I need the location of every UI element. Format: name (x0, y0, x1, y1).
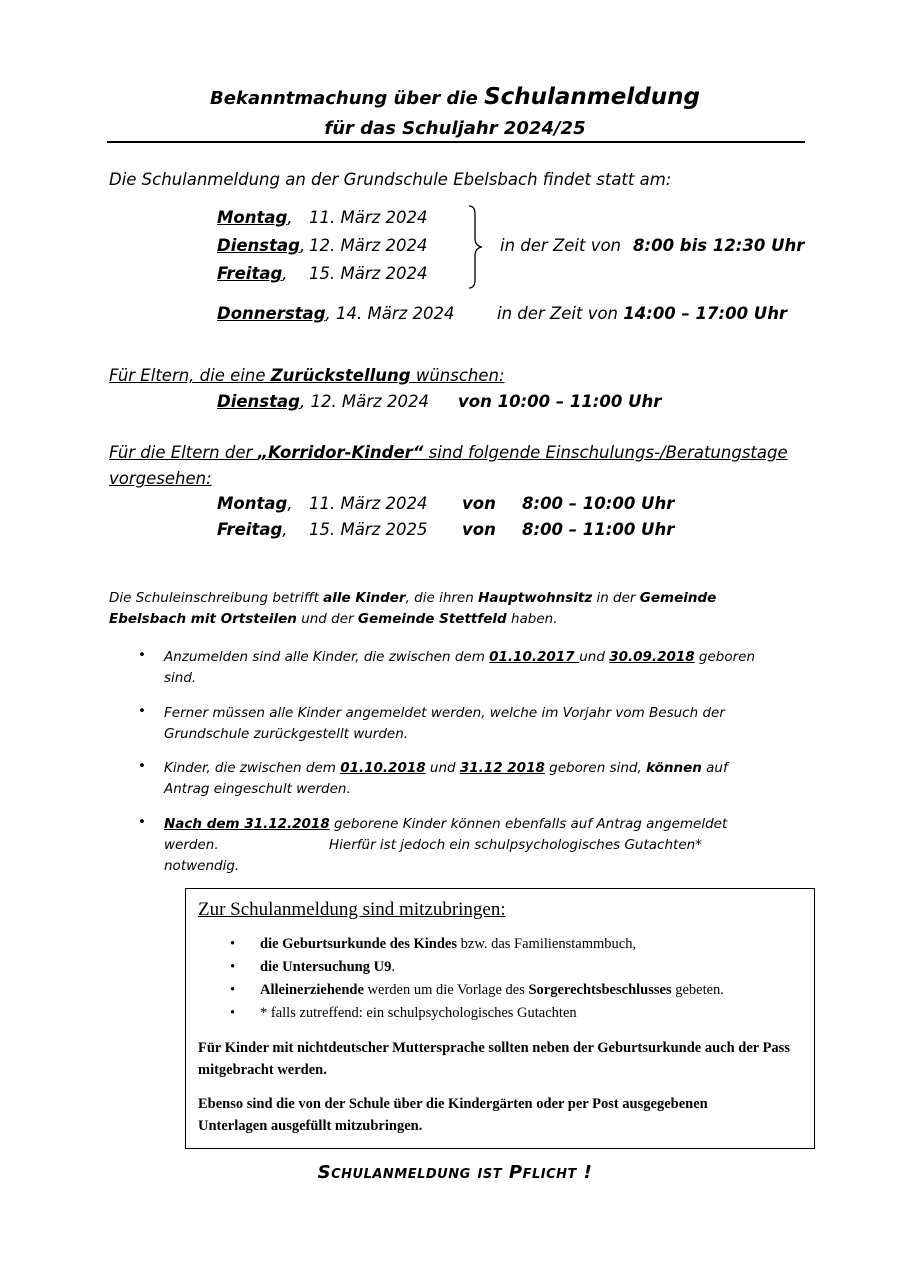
text: * falls zutreffend: ein schulpsychologisches Gutachten (260, 1005, 577, 1021)
deferral-date (217, 392, 429, 411)
text: Unterlagen ausgefüllt mitzubringen. (198, 1118, 423, 1134)
date-day: Montag (217, 494, 288, 513)
date-value: 11. März 2024 (309, 208, 428, 227)
date-value: , 14. März 2024 (325, 304, 455, 323)
corridor-row-2: Freitag, (217, 520, 288, 539)
date-day: Dienstag (217, 236, 300, 255)
deferral-time: von 10:00 – 11:00 Uhr (458, 392, 662, 411)
deferral-post: wünschen: (410, 366, 505, 385)
registration-line-2 (109, 609, 558, 630)
text: Die Schuleinschreibung betrifft (109, 590, 324, 606)
time-value: 8:00 – 10:00 Uhr (522, 494, 675, 513)
date-sep: , (299, 236, 306, 255)
deferral-heading (109, 366, 505, 385)
box-paragraph-1: Für Kinder mit nichtdeutscher Muttersprache sollten neben der Geburtsurkunde auch der Pass mitgebracht werden. (198, 1040, 790, 1078)
title-prefix: Bekanntmachung über die (210, 88, 485, 109)
text: und (425, 760, 460, 776)
requirements-list (230, 933, 724, 1025)
bullet-item-2 (164, 703, 804, 745)
corridor-post: sind folgende Einschulungs-/Beratungstage (423, 443, 788, 462)
time-prefix: in der Zeit von (497, 304, 624, 323)
deferral-pre: Für Eltern, die eine (109, 366, 271, 385)
text: Alleinerziehende (260, 982, 364, 998)
date-from: 01.10.2017 (489, 649, 580, 665)
text: Anzumelden sind alle Kinder, die zwischen dem (164, 649, 490, 665)
date-sep: , (282, 264, 288, 283)
corridor-pre: Für die Eltern der (109, 443, 258, 462)
title-rule (107, 141, 805, 143)
date-from: 01.10.2018 (340, 760, 426, 776)
footer-notice: Schulanmeldung ist Pflicht ! (317, 1162, 593, 1183)
date-day: Dienstag (217, 392, 300, 411)
box-title: Zur Schulanmeldung sind mitzubringen: (198, 899, 506, 920)
bullet-icon: • (138, 814, 146, 830)
date-to: 30.09.2018 (609, 649, 695, 665)
text: die Geburtsurkunde des Kindes (260, 936, 458, 952)
text: Kinder, die zwischen dem (164, 760, 341, 776)
registration-line-1 (109, 588, 716, 609)
text: Hierfür ist jedoch ein schulpsychologisches Gutachten* (329, 837, 702, 853)
list-item (230, 1002, 724, 1025)
time-value: 8:00 – 11:00 Uhr (522, 520, 675, 539)
date-row-2 (217, 236, 428, 255)
corridor-heading-line-2: vorgesehen: (109, 469, 212, 488)
date-after: Nach dem 31.12.2018 (164, 816, 330, 832)
text: Sorgerechtsbeschlusses (528, 982, 672, 998)
time-value: 8:00 bis 12:30 Uhr (633, 236, 805, 255)
box-paragraph-2 (198, 1093, 798, 1137)
deferral-bold: Zurückstellung (270, 366, 411, 385)
bullet-item-4 (164, 814, 804, 877)
corridor-bold: „Korridor-Kinder“ (257, 443, 424, 462)
date-day: Freitag (217, 520, 283, 539)
date-value: 11. März 2024 (309, 494, 428, 513)
date-value: , 12. März 2024 (299, 392, 429, 411)
text: geborene Kinder können ebenfalls auf Antrag angemeldet (329, 816, 728, 832)
bullet-icon: • (138, 647, 146, 663)
thursday-time-range (497, 304, 787, 323)
text: geboren sind, (544, 760, 647, 776)
thursday-row (217, 304, 455, 323)
von-label: von (462, 494, 496, 513)
curly-brace-icon (466, 204, 488, 290)
text: Ebelsbach mit Ortsteilen (109, 611, 297, 627)
date-day: Montag (217, 208, 288, 227)
title-keyword: Schulanmeldung (484, 84, 700, 110)
weekday-time-range (500, 236, 804, 255)
list-item (230, 956, 724, 979)
text: Gemeinde Stettfeld (357, 611, 507, 627)
list-item (230, 933, 724, 956)
date-row-1 (217, 208, 428, 227)
date-row-3 (217, 264, 428, 283)
text: und der (296, 611, 358, 627)
text: Antrag eingeschult werden. (164, 781, 351, 797)
text: auf (701, 760, 728, 776)
text: geboren (694, 649, 756, 665)
date-value: 15. März 2024 (309, 264, 428, 283)
text: werden um die Vorlage des (363, 982, 529, 998)
text: notwendig. (164, 858, 240, 874)
title-line-1 (0, 84, 910, 110)
text: gebeten. (671, 982, 724, 998)
date-sep: , (287, 208, 293, 227)
bullet-item-1 (164, 647, 804, 689)
text: , die ihren (405, 590, 479, 606)
text: in der (592, 590, 640, 606)
date-to: 31.12 2018 (459, 760, 545, 776)
text: Ferner müssen alle Kinder angemeldet werden, welche im Vorjahr vom Besuch der (164, 705, 725, 721)
bullet-item-3 (164, 758, 804, 800)
text: alle Kinder (323, 590, 406, 606)
requirements-box (185, 888, 815, 1149)
text: können (646, 760, 702, 776)
text: haben. (506, 611, 558, 627)
time-value: 14:00 – 17:00 Uhr (623, 304, 788, 323)
list-item (230, 979, 724, 1002)
text: . (391, 959, 395, 975)
intro-text: Die Schulanmeldung an der Grundschule Ebelsbach findet statt am: (109, 170, 672, 189)
date-day: Donnerstag (217, 304, 326, 323)
title-line-2: für das Schuljahr 2024/25 (324, 118, 586, 139)
text: Hauptwohnsitz (478, 590, 593, 606)
date-value: 12. März 2024 (309, 236, 428, 255)
date-day: Freitag (217, 264, 283, 283)
date-value: 15. März 2025 (309, 520, 428, 539)
text: und (579, 649, 610, 665)
von-label: von (462, 520, 496, 539)
corridor-row-1: Montag, (217, 494, 293, 513)
text: die Untersuchung U9 (260, 959, 392, 975)
text: sind. (164, 670, 197, 686)
bullet-icon: • (138, 703, 146, 719)
text: bzw. das Familienstammbuch, (457, 936, 637, 952)
time-prefix: in der Zeit von (500, 236, 622, 255)
bullet-icon: • (138, 758, 146, 774)
text: Ebenso sind die von der Schule über die Kindergärten oder per Post ausgegebenen (198, 1096, 708, 1112)
text: Grundschule zurückgestellt wurden. (164, 726, 409, 742)
text: werden. (164, 837, 219, 853)
corridor-heading (109, 443, 788, 462)
text: Gemeinde (639, 590, 717, 606)
